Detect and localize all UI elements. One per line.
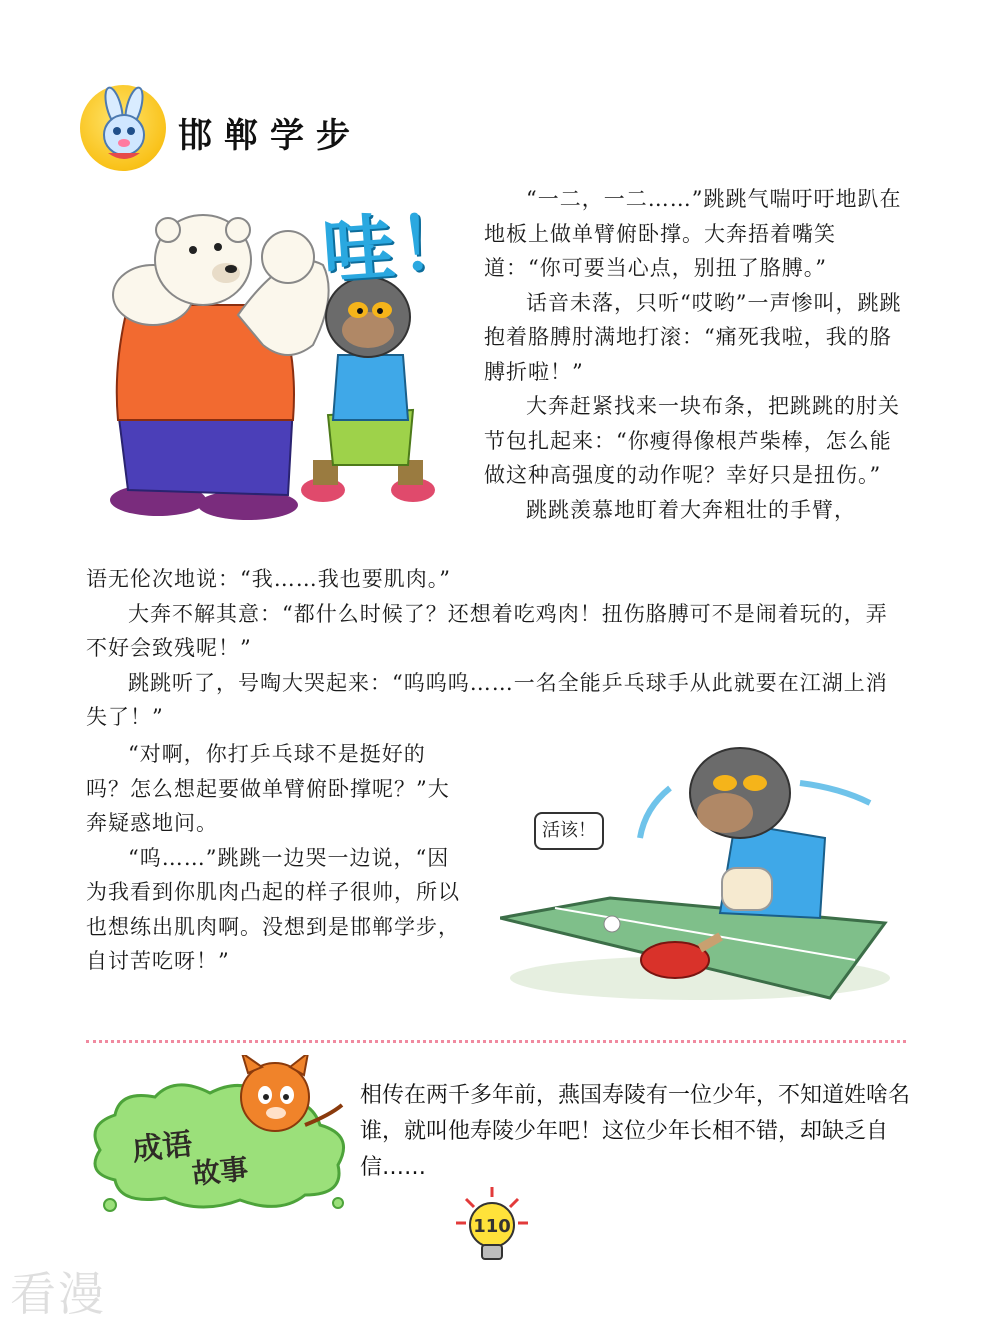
page-number: 110 <box>473 1216 511 1237</box>
idiom-story-badge <box>80 1055 360 1215</box>
paragraph: 跳跳羡慕地盯着大奔粗壮的手臂， <box>526 497 856 522</box>
paragraph: “对啊，你打乒乓球不是挺好的吗？怎么想起要做单臂俯卧撑呢？”大奔疑惑地问。 <box>86 742 450 835</box>
crying-monkey-illustration <box>500 728 900 1008</box>
idiom-story-text: 相传在两千多年前，燕国寿陵有一位少年，不知道姓啥名谁，就叫他寿陵少年吧！这位少年长相不错，却缺乏自信…… <box>360 1083 911 1180</box>
lightbulb-icon <box>452 1185 532 1265</box>
watermark: 看漫 <box>10 1267 106 1321</box>
paragraph: 跳跳听了，号啕大哭起来：“呜呜呜……一名全能乒乓球手从此就要在江湖上消失了！” <box>86 670 888 729</box>
paragraph: 大奔赶紧找来一块布条，把跳跳的肘关节包扎起来：“你瘦得像根芦柴棒，怎么能做这种高强度的动作呢？幸好只是扭伤。” <box>484 394 900 487</box>
speech-bubble: 活该！ <box>534 812 604 850</box>
paragraph: 语无伦次地说：“我……我也要肌肉。” <box>86 567 451 591</box>
idiom-label-line1: 成语 <box>130 1126 195 1169</box>
paragraph: “呜……”跳跳一边哭一边说，“因为我看到你肌肉凸起的样子很帅，所以也想练出肌肉啊。没想到是邯郸学步，自讨苦吃呀！” <box>86 845 460 973</box>
section-divider <box>86 1040 906 1043</box>
rabbit-badge-icon <box>80 85 166 171</box>
idiom-label-line2: 故事 <box>190 1152 250 1191</box>
story-left-column <box>86 737 460 979</box>
paragraph: 大奔不解其意：“都什么时候了？还想着吃鸡肉！扭伤胳膊可不是闹着玩的，弄不好会致残呢！” <box>86 601 888 660</box>
paragraph: “一二，一二……”跳跳气喘吁吁地趴在地板上做单臂俯卧撑。大奔捂着嘴笑道：“你可要当心点，别扭了胳膊。” <box>484 187 902 280</box>
exclamation-wow: 哇！ <box>319 198 478 294</box>
story-top-column <box>484 182 908 527</box>
page-title: 邯郸学步 <box>178 116 362 156</box>
paragraph: 话音未落，只听“哎哟”一声惨叫，跳跳抱着胳膊肘满地打滚：“痛死我啦，我的胳膊折啦！” <box>484 290 902 384</box>
story-full-width <box>86 562 908 735</box>
